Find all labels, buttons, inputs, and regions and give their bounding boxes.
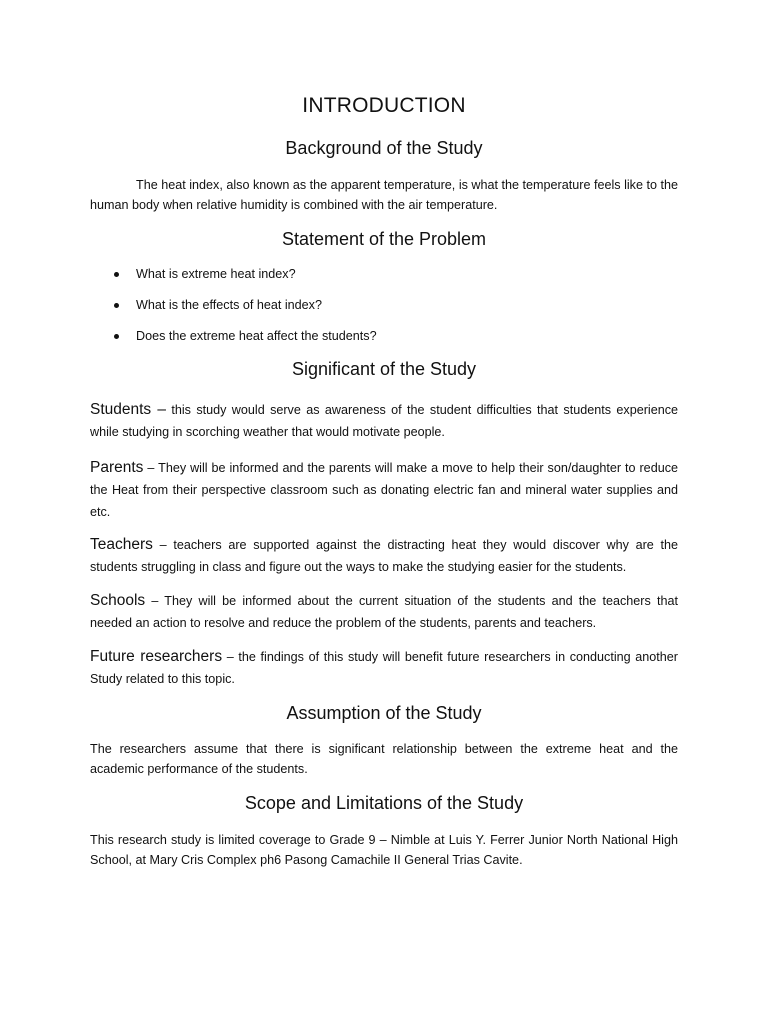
- bullet-icon: [114, 334, 119, 339]
- heading-scope: Scope and Limitations of the Study: [244, 793, 524, 813]
- significance-entry-schools: [90, 590, 678, 634]
- role-label: Students –: [90, 401, 166, 418]
- list-item: [90, 326, 678, 357]
- background-paragraph: The heat index, also known as the apparent temperature, is what the temperature feels like to the human body when relative humidity is combined with the air temperature.: [90, 178, 678, 212]
- significance-entry-future-researchers: [90, 646, 678, 690]
- role-label: Future researchers: [90, 648, 223, 665]
- role-label: Schools: [90, 592, 146, 609]
- scope-paragraph: This research study is limited coverage to Grade 9 – Nimble at Luis Y. Ferrer Junior North National High School, at Mary Cris Complex ph6 Pasong Camachile II General Trias Cavite.: [90, 833, 678, 867]
- role-description: – the findings of this study will benefit future researchers in conducting another Study related to this topic.: [90, 650, 678, 686]
- heading-statement: Statement of the Problem: [281, 229, 487, 249]
- assumption-paragraph: The researchers assume that there is significant relationship between the extreme heat and the academic performance of the students.: [90, 742, 678, 776]
- role-label: Parents: [90, 459, 144, 476]
- significance-entry-students: [90, 399, 678, 443]
- heading-assumption: Assumption of the Study: [286, 703, 482, 723]
- role-description: – They will be informed about the current situation of the students and the teachers that needed an action to resolve and reduce the problem of the students, parents and teachers.: [90, 594, 678, 630]
- role-description: – They will be informed and the parents will make a move to help their son/daughter to reduce the Heat from their perspective classroom such as donating electric fan and mineral water supplies and etc.: [90, 461, 678, 519]
- bullet-icon: [114, 272, 119, 277]
- significance-entry-parents: [90, 457, 678, 523]
- problem-item-text: Does the extreme heat affect the students?: [136, 329, 377, 343]
- list-item: [90, 264, 678, 295]
- page-title: INTRODUCTION: [302, 94, 466, 117]
- heading-significance: Significant of the Study: [291, 359, 477, 379]
- heading-background: Background of the Study: [285, 138, 483, 158]
- role-description: – teachers are supported against the distracting heat they would discover why are the students struggling in class and figure out the ways to make the studying easier for the students.: [90, 538, 678, 574]
- role-label: Teachers: [90, 536, 153, 553]
- problem-item-text: What is the effects of heat index?: [136, 298, 322, 312]
- problem-list: [90, 264, 678, 357]
- significance-entry-teachers: [90, 534, 678, 578]
- problem-item-text: What is extreme heat index?: [136, 267, 296, 281]
- role-description: this study would serve as awareness of the student difficulties that students experience while studying in scorching weather that would motivate people.: [90, 403, 679, 439]
- bullet-icon: [114, 303, 119, 308]
- list-item: [90, 295, 678, 326]
